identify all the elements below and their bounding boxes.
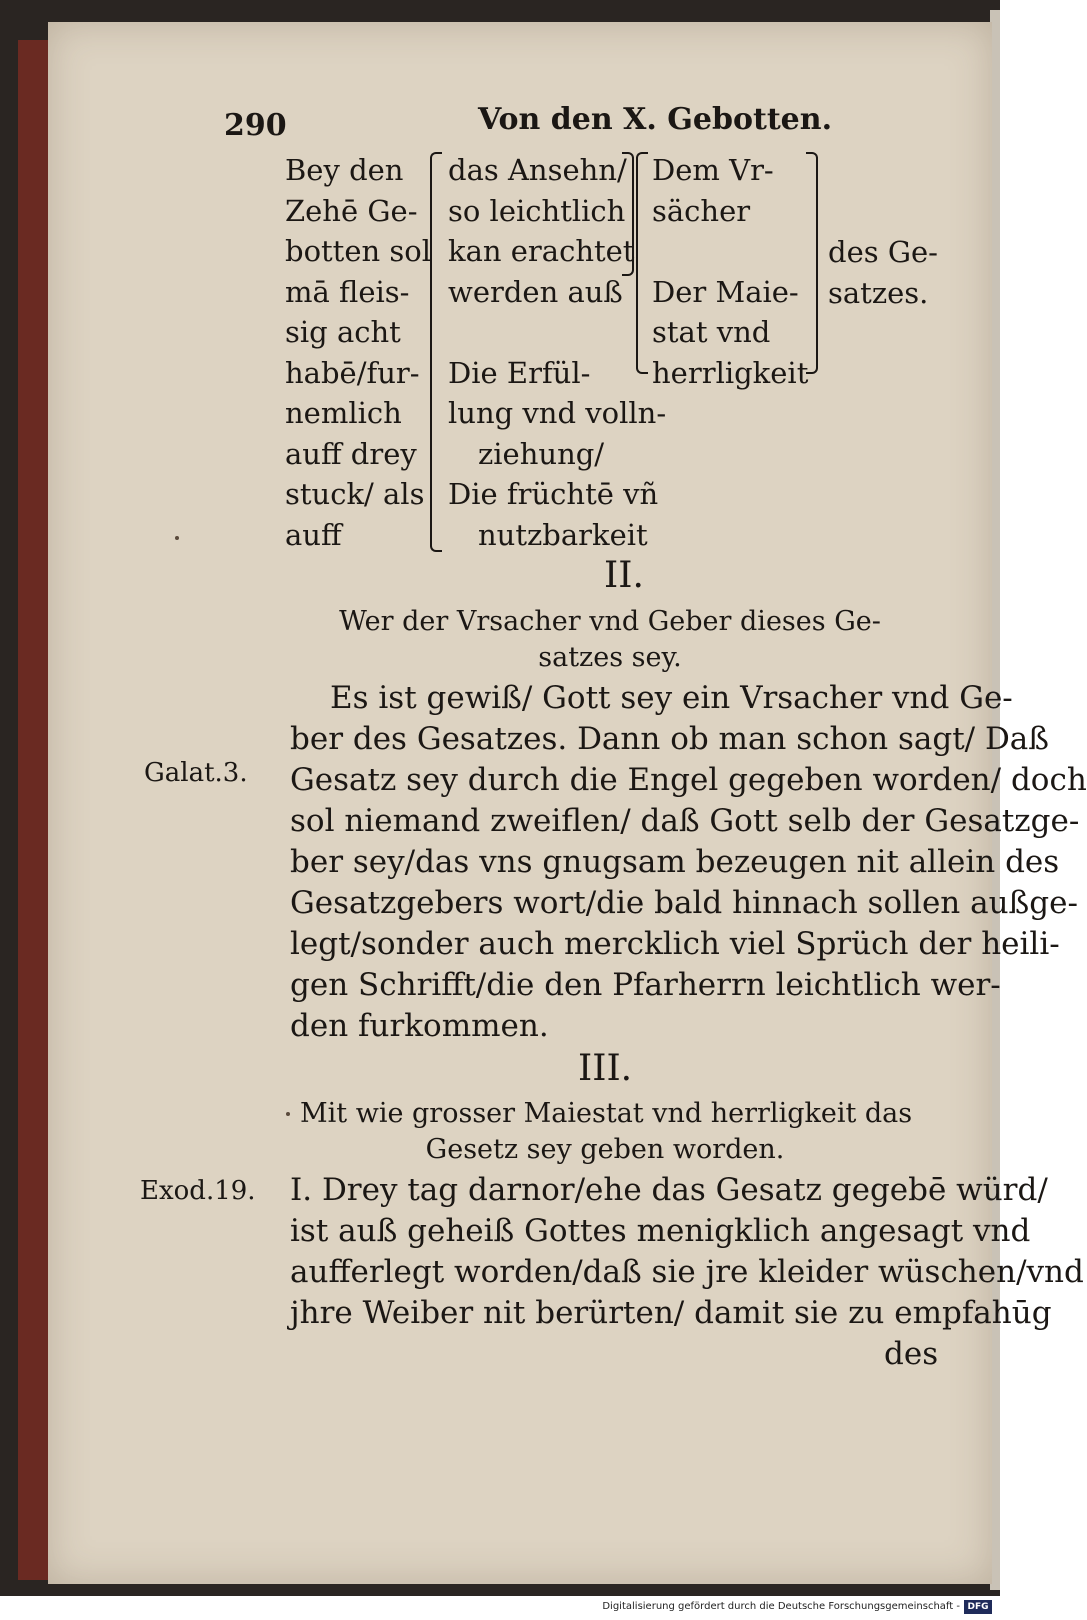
body-line: Gesatzgebers wort/die bald hinnach sollen außge- [290, 885, 1078, 921]
diagram-text: sig acht [285, 315, 401, 349]
heading-line: satzes sey. [538, 642, 682, 673]
diagram-text: lung vnd volln- [448, 396, 667, 430]
diagram-text: des Ge- [828, 235, 938, 269]
section-number: II. [604, 555, 644, 596]
ink-speck [286, 1112, 290, 1116]
margin-note: Galat.3. [144, 758, 248, 788]
body-line: Gesatz sey durch die Engel gegeben worden/ doch [290, 762, 1087, 798]
diagram-spacer [652, 231, 808, 272]
body-line: jhre Weiber nit berürten/ damit sie zu empfahūg [290, 1295, 1052, 1331]
body-line: ber des Gesatzes. Dann ob man schon sagt/ Daß [290, 721, 1050, 757]
diagram-text: das Ansehn/ [448, 153, 627, 187]
dfg-logo: DFG [964, 1600, 992, 1614]
brace-left-1 [430, 152, 442, 552]
diagram-text: Zehē Ge- [285, 193, 418, 228]
diagram-text: mā fleis- [285, 274, 410, 309]
diagram-text: botten sol [285, 234, 432, 268]
body-line: legt/sonder auch mercklich viel Sprüch der heili- [290, 926, 1060, 962]
body-line: ist auß geheiß Gottes menigklich angesagt vnd [290, 1213, 1031, 1249]
diagram-text: stuck/ als [285, 477, 425, 511]
diagram-text: Die Erfül- [448, 355, 591, 390]
body-line: ber sey/das vns gnugsam bezeugen nit allein des [290, 844, 1060, 880]
brace-right-1 [622, 152, 634, 276]
diagram-text: Dem Vr- [652, 153, 774, 187]
diagram-text: Die früchtē vñ [448, 477, 659, 511]
brace-left-2 [636, 152, 648, 374]
section-number: III. [578, 1048, 633, 1089]
body-line: I. Drey tag darnor/ehe das Gesatz gegebē würd/ [290, 1172, 1048, 1208]
book-edge-left [18, 40, 48, 1580]
diagram-text: nemlich [285, 396, 402, 430]
body-line: Es ist gewiß/ Gott sey ein Vrsacher vnd Ge- [330, 680, 1013, 716]
diagram-column-3 [652, 150, 808, 393]
body-paragraph [290, 678, 1087, 1047]
diagram-text: herrligkeit [652, 355, 809, 390]
diagram-text: stat vnd [652, 315, 771, 349]
diagram-text: kan erachtet [448, 234, 635, 268]
heading-line: Mit wie grosser Maiestat vnd herrligkeit das [300, 1098, 913, 1129]
heading-line: Wer der Vrsacher vnd Geber dieses Ge- [339, 606, 881, 637]
diagram-column-1 [285, 150, 431, 555]
diagram-text: satzes. [828, 275, 929, 310]
heading-line: Gesetz sey geben worden. [425, 1134, 785, 1165]
diagram-text: so leichtlich [448, 193, 626, 228]
diagram-text: Der Maie- [652, 274, 799, 309]
diagram-spacer [448, 312, 666, 353]
page-number: 290 [224, 108, 287, 143]
diagram-column-4 [828, 232, 938, 313]
ink-speck [175, 536, 179, 540]
diagram-text: Bey den [285, 153, 404, 187]
margin-note: Exod.19. [140, 1176, 256, 1206]
diagram-text: auff drey [285, 436, 417, 471]
section-heading [300, 1096, 913, 1168]
diagram-text: ziehung/ [478, 436, 605, 471]
body-line: aufferlegt worden/daß sie jre kleider wüschen/vnd [290, 1254, 1084, 1290]
diagram-text: werden auß [448, 274, 623, 309]
footer-text: Digitalisierung gefördert durch die Deutsche Forschungsgemeinschaft - [602, 1601, 960, 1612]
digitization-footer [0, 1597, 1000, 1620]
diagram-text: auff [285, 517, 342, 552]
catchword: des [884, 1336, 939, 1372]
diagram-text: nutzbarkeit [478, 517, 648, 552]
body-line: sol niemand zweiflen/ daß Gott selb der Gesatzge- [290, 803, 1080, 839]
body-line: gen Schrifft/die den Pfarherrn leichtlich wer- [290, 967, 1001, 1003]
section-heading [330, 604, 890, 676]
body-line: den furkommen. [290, 1008, 549, 1044]
running-title: Von den X. Gebotten. [478, 102, 833, 137]
diagram-text: sächer [652, 193, 751, 228]
diagram-text: habē/fur- [285, 355, 420, 390]
body-paragraph [290, 1170, 1084, 1334]
brace-right-2 [806, 152, 818, 374]
